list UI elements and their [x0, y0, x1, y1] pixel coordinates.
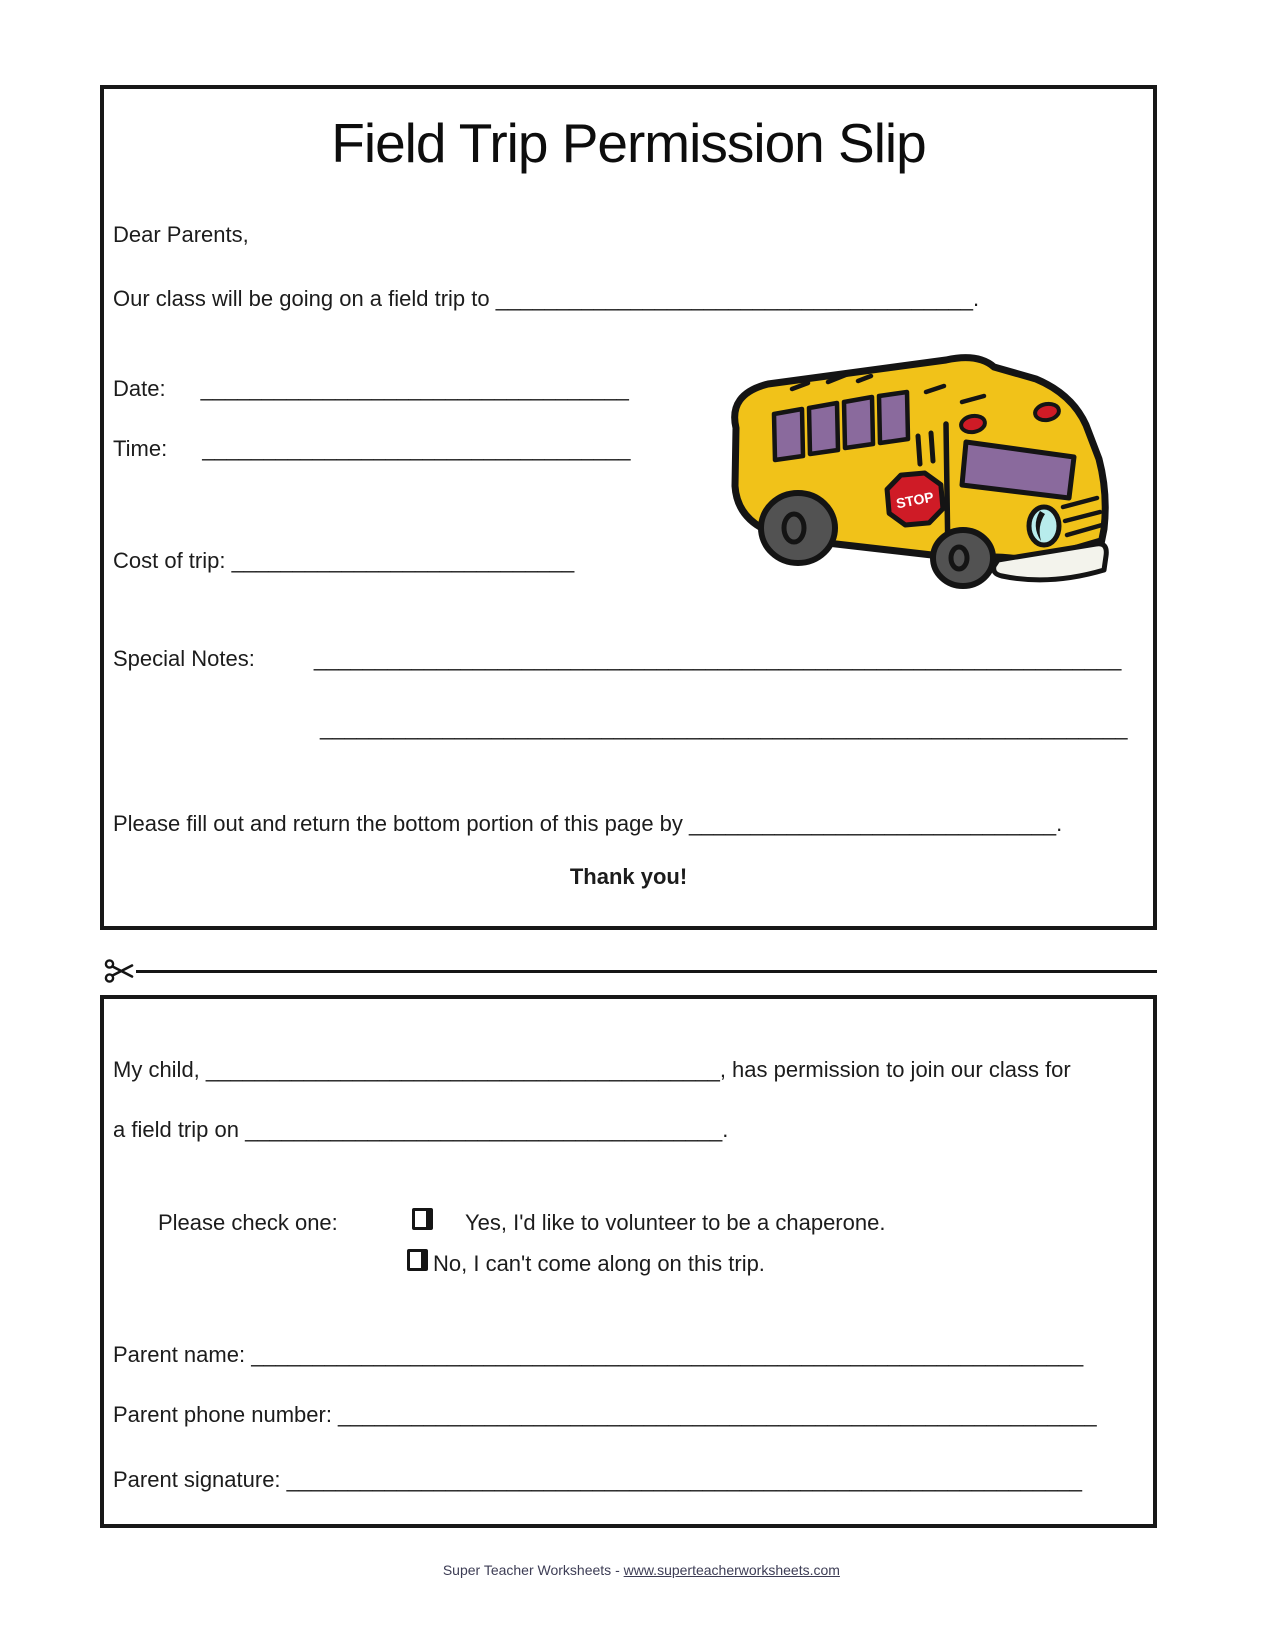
date-blank[interactable]: ___________________________________ [200, 376, 629, 401]
parent-name-label: Parent name: [113, 1342, 252, 1367]
child-name-line [113, 1056, 1071, 1083]
parent-name-line [113, 1341, 1083, 1368]
check-prompt: Please check one: [158, 1210, 338, 1235]
parent-name-blank[interactable]: ____________________________________________________________________ [251, 1342, 1084, 1367]
footer-text: Super Teacher Worksheets - [442, 1562, 624, 1578]
child-name-blank[interactable]: __________________________________________ [205, 1057, 720, 1082]
return-by-period: . [1056, 811, 1063, 836]
cut-here-divider [104, 956, 1157, 986]
stop-sign [886, 472, 944, 527]
option-yes-label: Yes, I'd like to volunteer to be a chaperone. [465, 1210, 886, 1235]
time-line [113, 435, 630, 462]
scissors-icon [104, 958, 134, 984]
special-notes-blank-1[interactable]: __________________________________________________________________ [313, 646, 1122, 671]
trip-date-blank[interactable]: _______________________________________ [245, 1117, 723, 1142]
intro-text: Our class will be going on a field trip to [113, 286, 496, 311]
destination-blank[interactable]: _______________________________________ [495, 286, 973, 311]
special-notes-line-2 [320, 714, 1128, 741]
cut-rule-line [136, 970, 1157, 973]
rear-wheel [761, 493, 835, 563]
page-title: Field Trip Permission Slip [331, 112, 926, 174]
cost-label: Cost of trip: [113, 548, 232, 573]
return-slip-panel [100, 995, 1157, 1528]
trip-date-line [113, 1116, 728, 1143]
parent-signature-label: Parent signature: [113, 1467, 287, 1492]
return-by-text: Please fill out and return the bottom portion of this page by [113, 811, 690, 836]
parent-phone-blank[interactable]: ______________________________________________________________ [338, 1402, 1097, 1427]
child-line-prefix: My child, [113, 1057, 206, 1082]
intro-period: . [972, 286, 980, 311]
special-notes-line [113, 645, 1121, 672]
parent-signature-blank[interactable]: _________________________________________________________________ [286, 1467, 1082, 1492]
salutation-line [113, 221, 249, 248]
trip-line-period: . [722, 1117, 729, 1142]
return-by-line [113, 810, 1062, 837]
parent-signature-line [113, 1466, 1082, 1493]
stop-sign-text: STOP [894, 488, 935, 512]
footer-link[interactable]: www.superteacherworksheets.com [623, 1562, 840, 1578]
checkbox-yes-icon[interactable] [412, 1208, 433, 1230]
cost-blank[interactable]: ____________________________ [231, 548, 575, 573]
parent-phone-line [113, 1401, 1097, 1428]
intro-line [113, 285, 979, 312]
headlight [1029, 507, 1059, 545]
special-notes-label: Special Notes: [113, 646, 255, 671]
parent-phone-label: Parent phone number: [113, 1402, 339, 1427]
checkbox-no-icon[interactable] [407, 1249, 428, 1271]
date-label: Date: [113, 376, 166, 401]
school-bus-image [700, 336, 1110, 590]
front-wheel [933, 530, 993, 586]
cost-line [113, 547, 574, 574]
time-label: Time: [113, 436, 168, 461]
salutation-text: Dear Parents, [113, 222, 249, 247]
footer [0, 1546, 1275, 1578]
date-line [113, 375, 629, 402]
special-notes-blank-2[interactable]: __________________________________________________________________ [320, 715, 1128, 740]
thank-you-text: Thank you! [569, 864, 688, 889]
option-no-label: No, I can't come along on this trip. [433, 1251, 765, 1276]
trip-line-prefix: a field trip on [113, 1117, 246, 1142]
child-line-suffix: , has permission to join our class for [719, 1057, 1071, 1082]
return-by-blank[interactable]: ______________________________ [689, 811, 1057, 836]
time-blank[interactable]: ___________________________________ [202, 436, 631, 461]
